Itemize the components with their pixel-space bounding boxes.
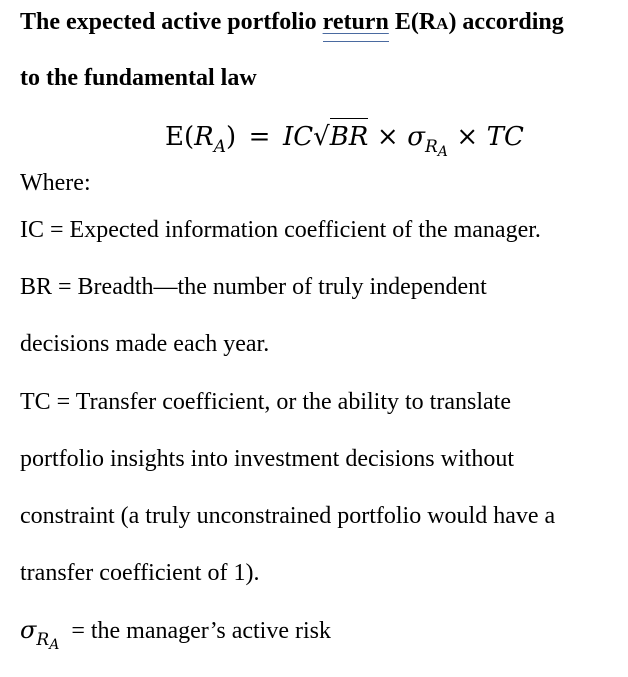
sigma-subscript-r: R (36, 630, 50, 650)
where-label: Where: (20, 170, 91, 196)
definition-tc-line-4: transfer coefficient of 1). (20, 560, 260, 586)
formula-equals: = (248, 122, 271, 152)
sigma-subscript-a: A (49, 637, 60, 653)
definition-br-line-1: BR = Breadth—the number of truly independent (20, 274, 487, 300)
heading-text-start: The expected active portfolio (20, 9, 323, 35)
formula-open-paren: ( (183, 122, 195, 152)
formula-sigma-subscript-r: R (424, 137, 438, 157)
formula-ic: IC (282, 122, 314, 152)
definition-br-line-2: decisions made each year. (20, 331, 270, 357)
formula-br: BR (330, 118, 369, 154)
formula-r: R (194, 122, 214, 152)
heading-subscript-a: A (436, 14, 449, 33)
definition-tc-line-1: TC = Transfer coefficient, or the ability to translate (20, 389, 511, 415)
heading-underlined-word: return (322, 9, 389, 35)
heading-line-2: to the fundamental law (20, 65, 257, 91)
formula-tc: TC (486, 122, 524, 152)
formula-close-paren: ) (226, 122, 237, 152)
formula-sqrt (313, 118, 368, 154)
definition-ic: IC = Expected information coefficient of the manager. (20, 217, 541, 243)
sqrt-symbol: √ (313, 122, 330, 152)
heading-line-1 (20, 7, 564, 39)
sigma-symbol: σ (20, 616, 37, 644)
definition-tc-line-2: portfolio insights into investment decisions without (20, 446, 514, 472)
formula-sigma-subscript-a: A (437, 144, 448, 160)
formula-e: E (165, 122, 184, 152)
heading-text-end: ) according (448, 9, 564, 35)
formula-times-1: × (376, 122, 399, 152)
definition-sigma (20, 613, 331, 651)
formula-sigma: σ (407, 122, 425, 152)
fundamental-law-formula (165, 118, 524, 158)
sigma-definition-text: = the manager’s active risk (65, 618, 331, 644)
definition-tc-line-3: constraint (a truly unconstrained portfolio would have a (20, 503, 556, 529)
formula-times-2: × (456, 122, 479, 152)
heading-text-er-prefix: E(R (388, 9, 437, 35)
formula-r-subscript: A (213, 137, 226, 157)
